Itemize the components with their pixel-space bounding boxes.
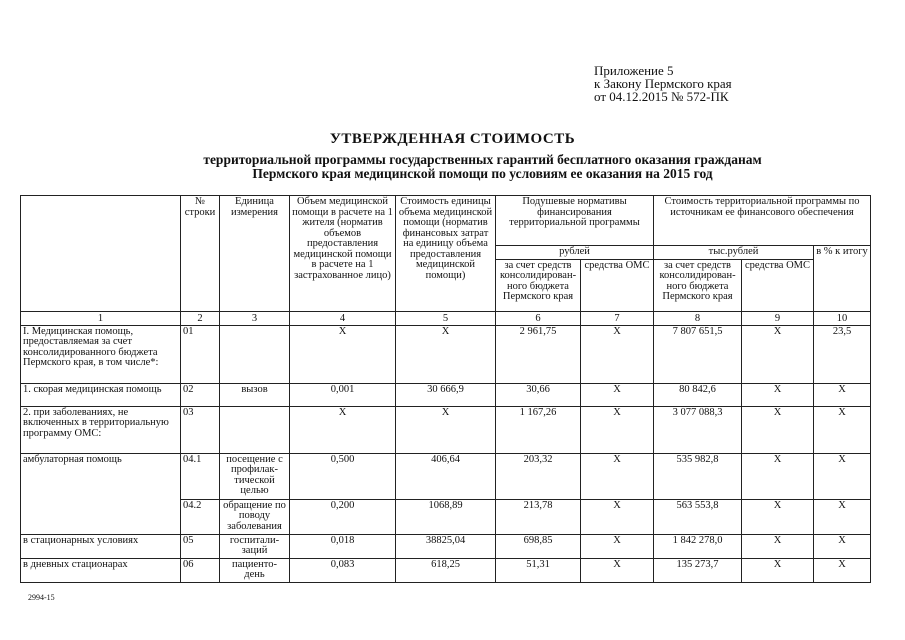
row-tc-budget: 80 842,6	[654, 383, 742, 406]
row-volume: X	[290, 406, 396, 453]
subtitle-line-2: Пермского края медицинской помощи по условиям ее оказания на 2015 год	[252, 166, 713, 181]
row-pc-oms: X	[581, 453, 654, 499]
row-pct: X	[814, 453, 871, 499]
table-row	[21, 383, 871, 406]
header-row-no: № строки	[181, 196, 220, 312]
header-pc-budget: за счет средств консолидирован-ного бюджета Пермского края	[496, 259, 581, 311]
row-unit: посещение с профилак-тической целью	[220, 453, 290, 499]
row-tc-oms: X	[742, 453, 814, 499]
row-tc-budget: 1 842 278,0	[654, 534, 742, 558]
header-cost: Стоимость единицы объема медицинской помощи (норматив финансовых затрат на единицу объема предоставления медицинской помощи)	[396, 196, 496, 312]
table-row	[21, 534, 871, 558]
row-no: 04.1	[181, 453, 220, 499]
row-cost: 30 666,9	[396, 383, 496, 406]
row-unit: пациенто-день	[220, 558, 290, 582]
row-tc-budget: 7 807 651,5	[654, 325, 742, 383]
row-pct: 23,5	[814, 325, 871, 383]
row-name: в стационарных условиях	[21, 534, 181, 558]
row-tc-budget: 135 273,7	[654, 558, 742, 582]
row-unit: вызов	[220, 383, 290, 406]
row-name: в дневных стационарах	[21, 558, 181, 582]
col-number: 6	[496, 311, 581, 325]
row-volume: 0,500	[290, 453, 396, 499]
row-unit	[220, 325, 290, 383]
appendix-line-3: от 04.12.2015 № 572-ПК	[594, 89, 729, 104]
header-tc-budget: за счет средств консолидирован-ного бюджета Пермского края	[654, 259, 742, 311]
col-number: 10	[814, 311, 871, 325]
row-no: 06	[181, 558, 220, 582]
col-number: 2	[181, 311, 220, 325]
appendix-note	[594, 64, 732, 103]
row-tc-budget: 535 982,8	[654, 453, 742, 499]
row-unit	[220, 406, 290, 453]
header-per-capita: Подушевые нормативы финансирования территориальной программы	[496, 196, 654, 246]
row-pc-oms: X	[581, 325, 654, 383]
row-pc-budget: 698,85	[496, 534, 581, 558]
row-cost: X	[396, 325, 496, 383]
row-cost: X	[396, 406, 496, 453]
row-pc-oms: X	[581, 558, 654, 582]
cost-table	[20, 195, 871, 583]
row-volume: 0,018	[290, 534, 396, 558]
header-total-cost: Стоимость территориальной программы по источникам ее финансового обеспечения	[654, 196, 871, 246]
row-cost: 618,25	[396, 558, 496, 582]
header-pct-total: в % к итогу	[814, 246, 871, 312]
footer-code: 2994-15	[28, 593, 55, 602]
row-volume: 0,083	[290, 558, 396, 582]
column-numbers-row	[21, 311, 871, 325]
row-pc-budget: 213,78	[496, 499, 581, 534]
appendix-line-2: к Закону Пермского края	[594, 76, 732, 91]
row-pc-oms: X	[581, 499, 654, 534]
row-tc-oms: X	[742, 325, 814, 383]
row-pc-oms: X	[581, 406, 654, 453]
col-number: 3	[220, 311, 290, 325]
appendix-line-1: Приложение 5	[594, 63, 674, 78]
row-pc-budget: 30,66	[496, 383, 581, 406]
header-thous-rub: тыс.рублей	[654, 246, 814, 260]
row-cost: 38825,04	[396, 534, 496, 558]
header-name	[21, 196, 181, 312]
row-unit: госпитали-заций	[220, 534, 290, 558]
row-unit: обращение по поводу заболевания	[220, 499, 290, 534]
col-number: 1	[21, 311, 181, 325]
header-unit: Единица измерения	[220, 196, 290, 312]
row-pc-budget: 1 167,26	[496, 406, 581, 453]
subtitle-line-1: территориальной программы государственных гарантий бесплатного оказания гражданам	[203, 152, 762, 167]
row-pc-budget: 2 961,75	[496, 325, 581, 383]
row-no: 01	[181, 325, 220, 383]
col-number: 4	[290, 311, 396, 325]
row-no: 03	[181, 406, 220, 453]
row-pc-budget: 51,31	[496, 558, 581, 582]
row-tc-oms: X	[742, 534, 814, 558]
row-no: 02	[181, 383, 220, 406]
table-row	[21, 558, 871, 582]
col-number: 7	[581, 311, 654, 325]
row-cost: 1068,89	[396, 499, 496, 534]
row-cost: 406,64	[396, 453, 496, 499]
row-pc-oms: X	[581, 383, 654, 406]
row-name: 2. при заболеваниях, не включенных в территориальную программу ОМС:	[21, 406, 181, 453]
header-pc-oms: средства ОМС	[581, 259, 654, 311]
row-tc-oms: X	[742, 383, 814, 406]
table-row	[21, 325, 871, 383]
col-number: 8	[654, 311, 742, 325]
row-tc-oms: X	[742, 558, 814, 582]
row-pct: X	[814, 558, 871, 582]
row-pct: X	[814, 534, 871, 558]
row-pc-oms: X	[581, 534, 654, 558]
row-no: 04.2	[181, 499, 220, 534]
row-tc-oms: X	[742, 406, 814, 453]
row-tc-oms: X	[742, 499, 814, 534]
row-tc-budget: 563 553,8	[654, 499, 742, 534]
row-tc-budget: 3 077 088,3	[654, 406, 742, 453]
row-name: 1. скорая медицинская помощь	[21, 383, 181, 406]
row-volume: 0,001	[290, 383, 396, 406]
header-volume: Объем медицинской помощи в расчете на 1 жителя (норматив объемов предоставления медицинской помощи в расчете на 1 застрахованное лицо)	[290, 196, 396, 312]
table-row	[21, 406, 871, 453]
table-row	[21, 453, 871, 499]
row-pct: X	[814, 499, 871, 534]
row-pct: X	[814, 383, 871, 406]
col-number: 5	[396, 311, 496, 325]
row-pc-budget: 203,32	[496, 453, 581, 499]
row-no: 05	[181, 534, 220, 558]
row-pct: X	[814, 406, 871, 453]
row-volume: 0,200	[290, 499, 396, 534]
row-name: I. Медицинская помощь, предоставляемая за счет консолидированного бюджета Пермского края, в том числе*:	[21, 325, 181, 383]
row-name: амбулаторная помощь	[21, 453, 181, 534]
header-rub: рублей	[496, 246, 654, 260]
document-title: УТВЕРЖДЕННАЯ СТОИМОСТЬ	[329, 131, 576, 147]
col-number: 9	[742, 311, 814, 325]
header-tc-oms: средства ОМС	[742, 259, 814, 311]
row-volume: X	[290, 325, 396, 383]
document-subtitle	[0, 153, 905, 181]
